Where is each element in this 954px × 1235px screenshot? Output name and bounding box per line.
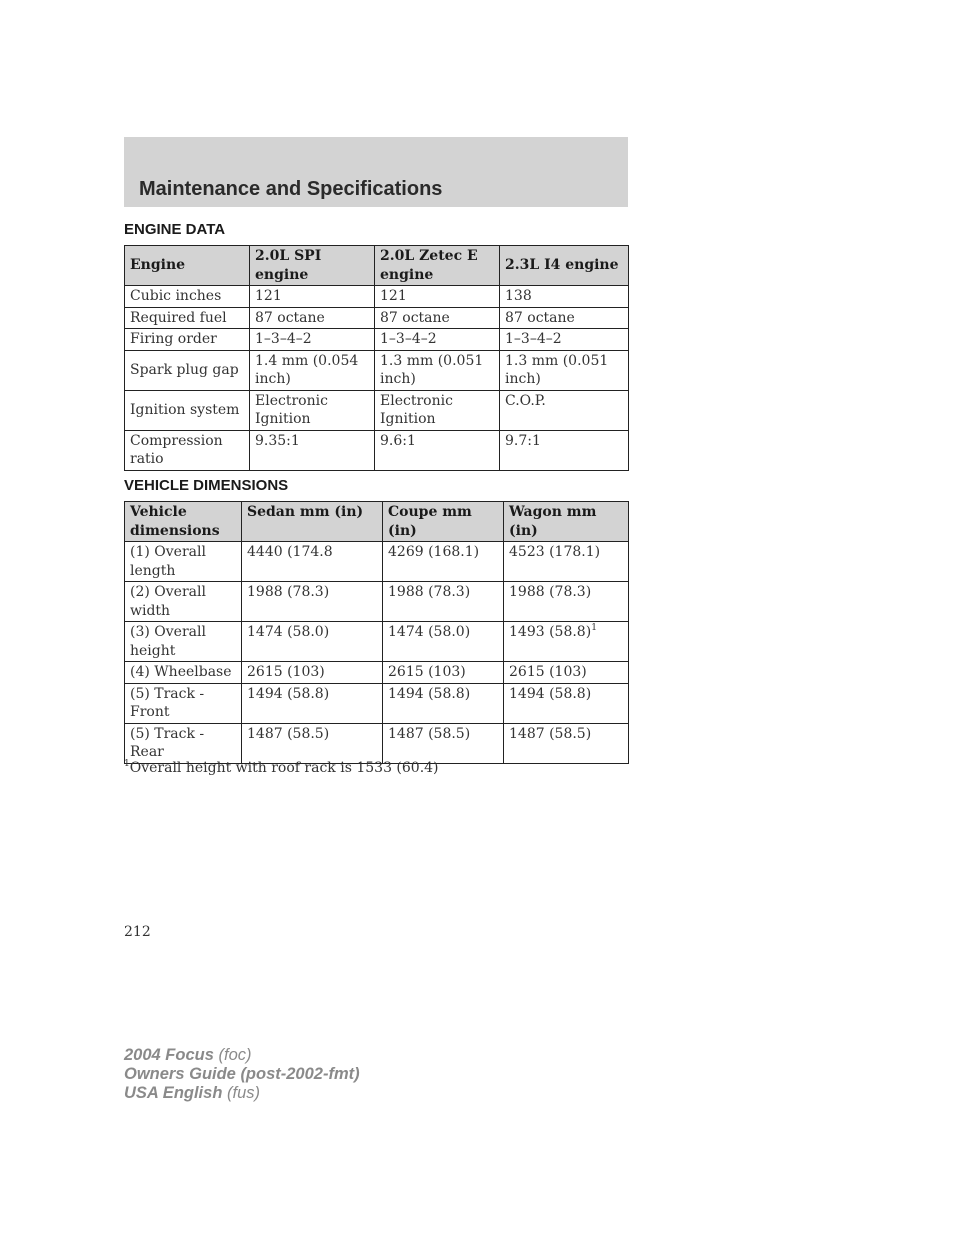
table-row <box>125 622 629 662</box>
table-cell: 1.3 mm (0.051 inch) <box>500 350 629 390</box>
row-label: Firing order <box>125 329 250 351</box>
document-footer <box>124 1046 360 1103</box>
table-header-row <box>125 246 629 286</box>
table-cell: 1474 (58.0) <box>383 622 504 662</box>
footer-model-code: (foc) <box>218 1046 252 1064</box>
table-row <box>125 683 629 723</box>
row-label: (2) Overall width <box>125 582 242 622</box>
table-cell: 2615 (103) <box>383 662 504 684</box>
table-cell: 1487 (58.5) <box>383 723 504 763</box>
table-cell: 1–3–4–2 <box>375 329 500 351</box>
table-cell: 1487 (58.5) <box>504 723 629 763</box>
footnote-text: Overall height with roof rack is 1533 (60.4) <box>129 760 439 776</box>
footnote <box>124 760 439 776</box>
table-row <box>125 286 629 308</box>
engine-data-table <box>124 245 629 471</box>
table-cell: 4269 (168.1) <box>383 542 504 582</box>
table-cell: 87 octane <box>500 307 629 329</box>
table-cell: 138 <box>500 286 629 308</box>
table-cell: 9.6:1 <box>375 430 500 470</box>
row-label: Spark plug gap <box>125 350 250 390</box>
table-row <box>125 430 629 470</box>
table-row <box>125 390 629 430</box>
table-cell: 1–3–4–2 <box>500 329 629 351</box>
table-cell: 2615 (103) <box>242 662 383 684</box>
column-header: Vehicle dimensions <box>125 502 242 542</box>
table-cell: 1494 (58.8) <box>504 683 629 723</box>
table-cell: 1494 (58.8) <box>242 683 383 723</box>
footer-language: USA English <box>124 1084 223 1102</box>
section-header-band <box>124 137 628 207</box>
row-label: Required fuel <box>125 307 250 329</box>
footnote-marker: 1 <box>124 759 130 769</box>
column-header: Wagon mm (in) <box>504 502 629 542</box>
table-header-row <box>125 502 629 542</box>
table-cell: 87 octane <box>250 307 375 329</box>
table-row <box>125 542 629 582</box>
column-header: Engine <box>125 246 250 286</box>
table-cell: Electronic Ignition <box>250 390 375 430</box>
table-cell: C.O.P. <box>500 390 629 430</box>
cell-value: 1493 (58.8) <box>509 624 592 640</box>
footer-guide: Owners Guide (post-2002-fmt) <box>124 1065 360 1083</box>
table-cell: 4440 (174.8 <box>242 542 383 582</box>
column-header: 2.0L SPI engine <box>250 246 375 286</box>
table-cell <box>504 622 629 662</box>
row-label: (5) Track - Front <box>125 683 242 723</box>
row-label: Compression ratio <box>125 430 250 470</box>
row-label: Ignition system <box>125 390 250 430</box>
column-header: 2.0L Zetec E engine <box>375 246 500 286</box>
table-row <box>125 307 629 329</box>
row-label: (5) Track - Rear <box>125 723 242 763</box>
table-row <box>125 662 629 684</box>
footnote-marker: 1 <box>591 623 597 633</box>
table-cell: 1–3–4–2 <box>250 329 375 351</box>
table-row <box>125 329 629 351</box>
column-header: Coupe mm (in) <box>383 502 504 542</box>
table-row <box>125 350 629 390</box>
table-cell: 1.3 mm (0.051 inch) <box>375 350 500 390</box>
table-row <box>125 582 629 622</box>
table-cell: Electronic Ignition <box>375 390 500 430</box>
vehicle-dimensions-heading: VEHICLE DIMENSIONS <box>124 477 289 494</box>
row-label: (1) Overall length <box>125 542 242 582</box>
table-cell: 9.35:1 <box>250 430 375 470</box>
table-cell: 1494 (58.8) <box>383 683 504 723</box>
row-label: Cubic inches <box>125 286 250 308</box>
table-row <box>125 723 629 763</box>
table-cell: 1474 (58.0) <box>242 622 383 662</box>
table-cell: 121 <box>375 286 500 308</box>
table-cell: 1988 (78.3) <box>242 582 383 622</box>
table-cell: 1.4 mm (0.054 inch) <box>250 350 375 390</box>
column-header: 2.3L I4 engine <box>500 246 629 286</box>
row-label: (4) Wheelbase <box>125 662 242 684</box>
engine-data-heading: ENGINE DATA <box>124 221 226 238</box>
table-cell: 87 octane <box>375 307 500 329</box>
footer-model: 2004 Focus <box>124 1046 214 1064</box>
page-number: 212 <box>124 924 151 940</box>
table-cell: 1988 (78.3) <box>504 582 629 622</box>
table-cell: 121 <box>250 286 375 308</box>
section-title: Maintenance and Specifications <box>139 178 443 200</box>
column-header: Sedan mm (in) <box>242 502 383 542</box>
footer-language-code: (fus) <box>227 1084 260 1102</box>
table-cell: 4523 (178.1) <box>504 542 629 582</box>
row-label: (3) Overall height <box>125 622 242 662</box>
vehicle-dimensions-table <box>124 501 629 764</box>
table-cell: 1988 (78.3) <box>383 582 504 622</box>
table-cell: 1487 (58.5) <box>242 723 383 763</box>
table-cell: 9.7:1 <box>500 430 629 470</box>
table-cell: 2615 (103) <box>504 662 629 684</box>
